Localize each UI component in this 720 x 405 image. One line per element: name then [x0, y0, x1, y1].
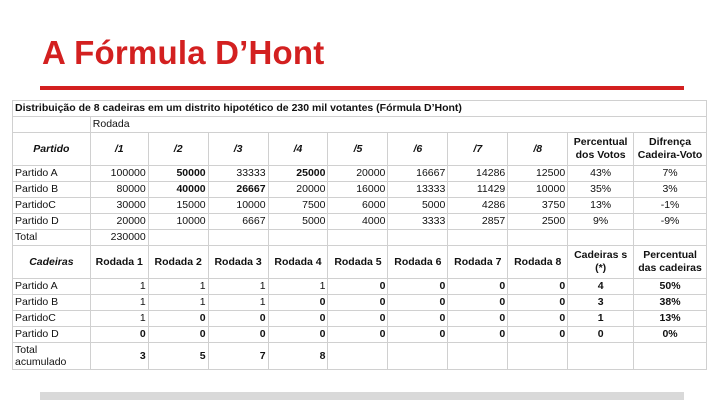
seats-count-cell: 0: [568, 327, 634, 343]
round-header: Rodada 2: [148, 246, 208, 279]
round-seat-cell: 0: [208, 311, 268, 327]
quotient-cell: 26667: [208, 182, 268, 198]
round-header: Rodada 5: [328, 246, 388, 279]
empty-cell: [634, 230, 707, 246]
pct-votes-cell: 13%: [568, 198, 634, 214]
pct-votes-cell: 9%: [568, 214, 634, 230]
quotient-cell: 10000: [208, 198, 268, 214]
party-name: PartidoC: [13, 311, 91, 327]
divisor-header: /7: [448, 133, 508, 166]
round-header: Rodada 1: [90, 246, 148, 279]
table-caption: Distribuição de 8 cadeiras em um distrito hipotético de 230 mil votantes (Fórmula D’Hont): [13, 101, 707, 117]
party-name: PartidoC: [13, 198, 91, 214]
party-name: Partido B: [13, 182, 91, 198]
quotient-cell: 3333: [388, 214, 448, 230]
round-seat-cell: 0: [388, 327, 448, 343]
pct-seats-cell: 38%: [634, 295, 707, 311]
round-seat-cell: 0: [90, 327, 148, 343]
quotient-cell: 6000: [328, 198, 388, 214]
round-seat-cell: 0: [388, 279, 448, 295]
dhont-table: [12, 100, 707, 370]
table-row: [13, 182, 707, 198]
divisor-header: /3: [208, 133, 268, 166]
round-seat-cell: 0: [268, 295, 328, 311]
empty-cell: [634, 343, 707, 370]
party-name: Partido A: [13, 279, 91, 295]
quotient-cell: 13333: [388, 182, 448, 198]
quotient-cell: 7500: [268, 198, 328, 214]
round-seat-cell: 1: [268, 279, 328, 295]
pct-votes-cell: 43%: [568, 166, 634, 182]
pct-votes-header: Percentual dos Votos: [568, 133, 634, 166]
quotient-cell: 20000: [328, 166, 388, 182]
quotient-cell: 5000: [268, 214, 328, 230]
quotient-cell: 14286: [448, 166, 508, 182]
cumulative-cell: [328, 343, 388, 370]
empty-cell: [508, 230, 568, 246]
cumulative-label: Total acumulado: [13, 343, 91, 370]
rodada-row: [13, 117, 707, 133]
round-seat-cell: 0: [508, 279, 568, 295]
divisor-header: /4: [268, 133, 328, 166]
empty-cell: [568, 230, 634, 246]
round-seat-cell: 0: [328, 327, 388, 343]
pct-seats-cell: 50%: [634, 279, 707, 295]
divisor-header: /2: [148, 133, 208, 166]
title-underline: [40, 86, 684, 90]
quotient-cell: 33333: [208, 166, 268, 182]
total-value: 230000: [90, 230, 148, 246]
empty-cell: [568, 343, 634, 370]
seats-count-cell: 4: [568, 279, 634, 295]
quotient-cell: 100000: [90, 166, 148, 182]
round-seat-cell: 0: [508, 295, 568, 311]
cumulative-cell: 7: [208, 343, 268, 370]
round-seat-cell: 0: [328, 279, 388, 295]
empty-cell: [148, 230, 208, 246]
cumulative-cell: [448, 343, 508, 370]
table-row: [13, 166, 707, 182]
quotient-cell: 5000: [388, 198, 448, 214]
cumulative-cell: [508, 343, 568, 370]
quotient-cell: 11429: [448, 182, 508, 198]
round-seat-cell: 0: [208, 327, 268, 343]
seats-header: Cadeiras: [13, 246, 91, 279]
quotient-cell: 10000: [508, 182, 568, 198]
quotient-cell: 10000: [148, 214, 208, 230]
round-header: Rodada 6: [388, 246, 448, 279]
quotient-cell: 30000: [90, 198, 148, 214]
votes-header-row: [13, 133, 707, 166]
seats-count-header: Cadeiras s (*): [568, 246, 634, 279]
round-seat-cell: 1: [90, 295, 148, 311]
quotient-cell: 15000: [148, 198, 208, 214]
cumulative-cell: 3: [90, 343, 148, 370]
table-row: [13, 198, 707, 214]
quotient-cell: 50000: [148, 166, 208, 182]
quotient-cell: 4000: [328, 214, 388, 230]
quotient-cell: 3750: [508, 198, 568, 214]
quotient-cell: 20000: [268, 182, 328, 198]
table-row: [13, 311, 707, 327]
round-seat-cell: 0: [448, 295, 508, 311]
empty-cell: [328, 230, 388, 246]
round-seat-cell: 0: [268, 327, 328, 343]
round-seat-cell: 0: [448, 279, 508, 295]
seats-count-cell: 1: [568, 311, 634, 327]
round-seat-cell: 0: [388, 295, 448, 311]
empty-cell: [268, 230, 328, 246]
round-header: Rodada 3: [208, 246, 268, 279]
diff-cell: -1%: [634, 198, 707, 214]
table-row: [13, 214, 707, 230]
empty-cell: [208, 230, 268, 246]
empty-cell: [388, 230, 448, 246]
round-header: Rodada 4: [268, 246, 328, 279]
party-header: Partido: [13, 133, 91, 166]
table-body: [13, 101, 707, 370]
round-seat-cell: 0: [328, 295, 388, 311]
pct-seats-cell: 0%: [634, 327, 707, 343]
round-seat-cell: 1: [90, 279, 148, 295]
cumulative-cell: [388, 343, 448, 370]
round-seat-cell: 0: [448, 327, 508, 343]
pct-votes-cell: 35%: [568, 182, 634, 198]
round-header: Rodada 7: [448, 246, 508, 279]
diff-cell: -9%: [634, 214, 707, 230]
pct-seats-cell: 13%: [634, 311, 707, 327]
quotient-cell: 4286: [448, 198, 508, 214]
party-name: Partido D: [13, 327, 91, 343]
round-seat-cell: 0: [508, 327, 568, 343]
quotient-cell: 16667: [388, 166, 448, 182]
caption-row: [13, 101, 707, 117]
total-row: [13, 230, 707, 246]
round-seat-cell: 1: [148, 295, 208, 311]
divisor-header: /6: [388, 133, 448, 166]
divisor-header: /5: [328, 133, 388, 166]
round-seat-cell: 0: [268, 311, 328, 327]
cumulative-cell: 5: [148, 343, 208, 370]
divisor-header: /8: [508, 133, 568, 166]
total-label: Total: [13, 230, 91, 246]
table-row: [13, 327, 707, 343]
quotient-cell: 2857: [448, 214, 508, 230]
slide-title: A Fórmula D’Hont: [42, 34, 325, 71]
round-seat-cell: 1: [208, 295, 268, 311]
table-row: [13, 279, 707, 295]
quotient-cell: 20000: [90, 214, 148, 230]
round-seat-cell: 1: [90, 311, 148, 327]
round-seat-cell: 0: [388, 311, 448, 327]
cumulative-cell: 8: [268, 343, 328, 370]
diff-cell: 7%: [634, 166, 707, 182]
round-header: Rodada 8: [508, 246, 568, 279]
round-seat-cell: 0: [148, 311, 208, 327]
party-name: Partido D: [13, 214, 91, 230]
empty-cell: [448, 230, 508, 246]
party-name: Partido B: [13, 295, 91, 311]
round-seat-cell: 1: [208, 279, 268, 295]
quotient-cell: 16000: [328, 182, 388, 198]
seats-header-row: [13, 246, 707, 279]
diff-cell: 3%: [634, 182, 707, 198]
rodada-label: Rodada: [90, 117, 706, 133]
diff-header: Difrença Cadeira-Voto: [634, 133, 707, 166]
quotient-cell: 12500: [508, 166, 568, 182]
round-seat-cell: 0: [508, 311, 568, 327]
divisor-header: /1: [90, 133, 148, 166]
quotient-cell: 40000: [148, 182, 208, 198]
quotient-cell: 25000: [268, 166, 328, 182]
round-seat-cell: 1: [148, 279, 208, 295]
table-row: [13, 295, 707, 311]
quotient-cell: 80000: [90, 182, 148, 198]
pct-seats-header: Percentual das cadeiras: [634, 246, 707, 279]
cumulative-row: [13, 343, 707, 370]
quotient-cell: 6667: [208, 214, 268, 230]
quotient-cell: 2500: [508, 214, 568, 230]
seats-count-cell: 3: [568, 295, 634, 311]
round-seat-cell: 0: [448, 311, 508, 327]
round-seat-cell: 0: [328, 311, 388, 327]
footer-bar: [40, 392, 684, 400]
party-name: Partido A: [13, 166, 91, 182]
round-seat-cell: 0: [148, 327, 208, 343]
spreadsheet-table: [12, 100, 707, 385]
